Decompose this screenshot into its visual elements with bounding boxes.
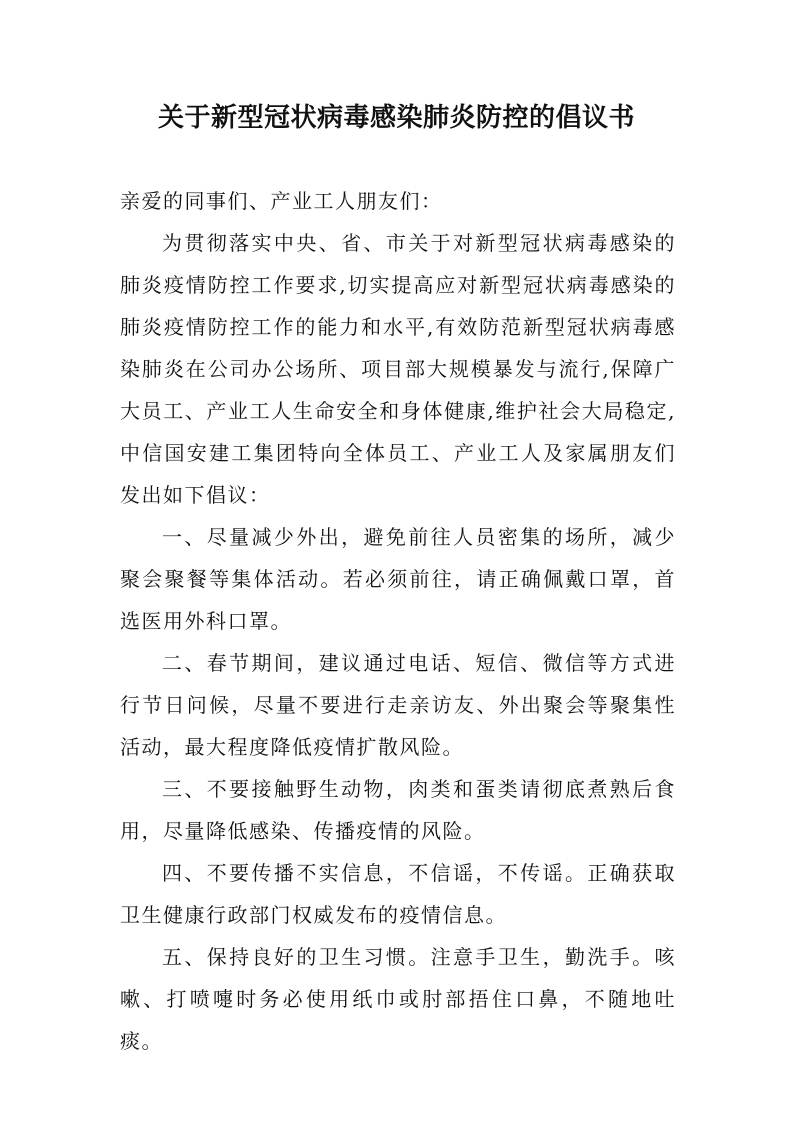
proposal-item-4: 四、不要传播不实信息，不信谣，不传谣。正确获取卫生健康行政部门权威发布的疫情信息。: [120, 861, 676, 927]
proposal-item-1: 一、尽量减少外出，避免前往人员密集的场所，减少聚会聚餐等集体活动。若必须前往，请正确佩戴口罩，首选医用外科口罩。: [120, 525, 676, 633]
document-body: [120, 180, 676, 1062]
proposal-item-3: 三、不要接触野生动物，肉类和蛋类请彻底煮熟后食用，尽量降低感染、传播疫情的风险。: [120, 777, 676, 843]
proposal-item-5: 五、保持良好的卫生习惯。注意手卫生，勤洗手。咳嗽、打喷嚏时务必使用纸巾或肘部捂住口鼻，不随地吐痰。: [120, 945, 676, 1053]
proposal-item-2: 二、春节期间，建议通过电话、短信、微信等方式进行节日问候，尽量不要进行走亲访友、外出聚会等聚集性活动，最大程度降低疫情扩散风险。: [120, 651, 676, 759]
intro-paragraph: 为贯彻落实中央、省、市关于对新型冠状病毒感染的肺炎疫情防控工作要求,切实提高应对新型冠状病毒感染的肺炎疫情防控工作的能力和水平,有效防范新型冠状病毒感染肺炎在公司办公场所、项目部大规模暴发与流行,保障广大员工、产业工人生命安全和身体健康,维护社会大局稳定,中信国安建工集团特向全体员工、产业工人及家属朋友们发出如下倡议：: [120, 231, 676, 507]
document-title: 关于新型冠状病毒感染肺炎防控的倡议书: [157, 103, 635, 133]
greeting-line: 亲爱的同事们、产业工人朋友们：: [120, 189, 443, 213]
